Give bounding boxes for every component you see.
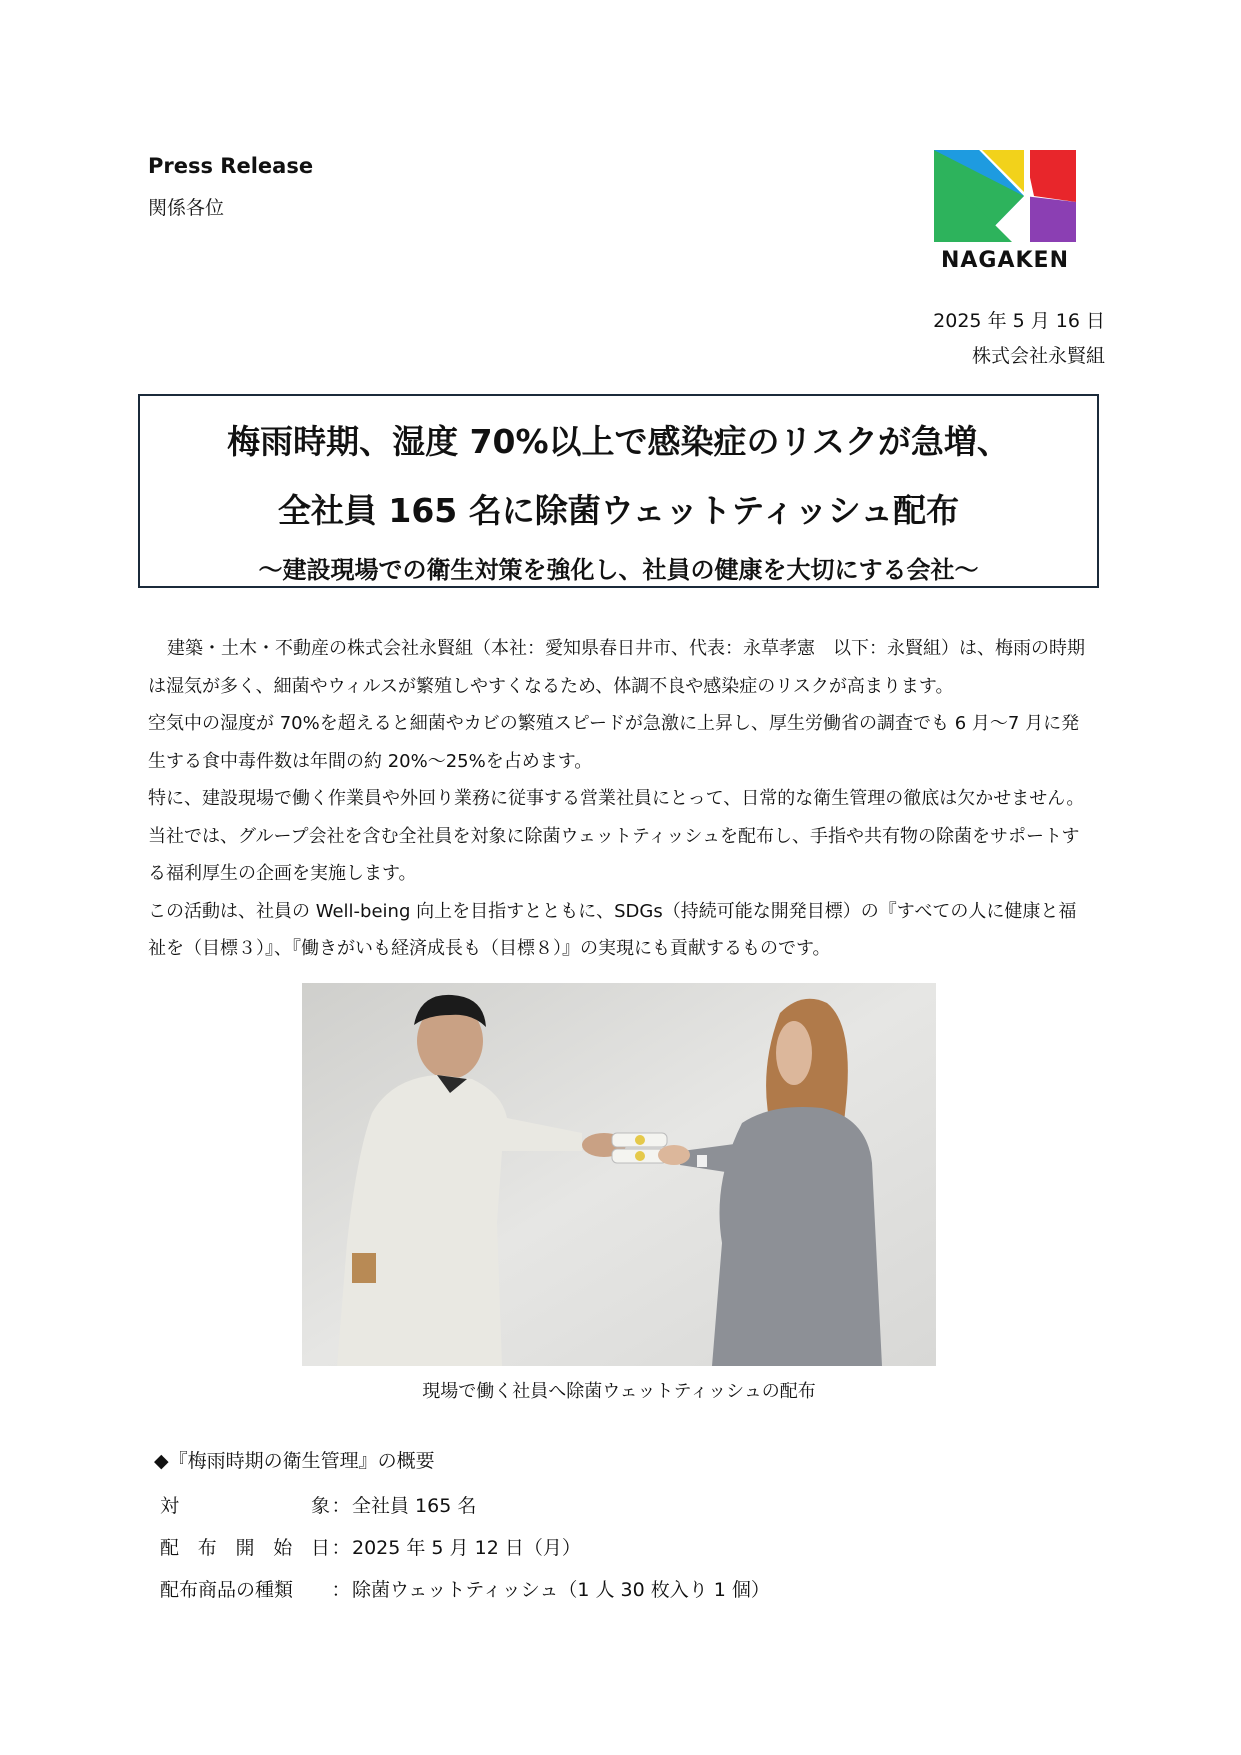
release-date: 2025 年 5 月 16 日 xyxy=(933,310,1105,332)
company-logo xyxy=(934,150,1076,277)
nagaken-logo-icon xyxy=(934,150,1076,242)
overview-title: ◆『梅雨時期の衛生管理』の概要 xyxy=(154,1450,435,1472)
press-release-label: Press Release xyxy=(148,154,314,178)
overview-value: 2025 年 5 月 12 日（月） xyxy=(352,1537,581,1559)
photo-illustration xyxy=(302,983,936,1366)
overview-value: 除菌ウェットティッシュ（1 人 30 枚入り 1 個） xyxy=(352,1579,770,1601)
body-paragraph-2: 空気中の湿度が 70%を超えると細菌やカビの繁殖スピードが急激に上昇し、厚生労働省の調査でも 6 月～7 月に発生する食中毒件数は年間の約 20%～25%を占めます。 xyxy=(148,713,1080,772)
recipients-label: 関係各位 xyxy=(148,197,225,219)
photo-caption: 現場で働く社員へ除菌ウェットティッシュの配布 xyxy=(422,1381,816,1402)
headline-line-1: 梅雨時期、湿度 70%以上で感染症のリスクが急増、 xyxy=(227,422,1010,461)
overview-row-target: 対 象 ： 全社員 165 名 xyxy=(160,1491,476,1518)
body-paragraph-4: この活動は、社員の Well-being 向上を目指すとともに、SDGs（持続可能な開発目標）の『すべての人に健康と福祉を（目標３）』、『働きがいも経済成長も（目標８）』の実現にも貢献するものです。 xyxy=(148,900,1077,959)
body-text xyxy=(148,630,1093,968)
overview-row-product: 配布商品の種類 ： 除菌ウェットティッシュ（1 人 30 枚入り 1 個） xyxy=(160,1575,770,1602)
headline-subtitle: ～建設現場での衛生対策を強化し、社員の健康を大切にする会社～ xyxy=(258,556,979,584)
title-box xyxy=(138,394,1099,588)
overview-row-start-date: 配 布 開 始 日 ： 2025 年 5 月 12 日（月） xyxy=(160,1533,581,1560)
logo-text: NAGAKEN xyxy=(940,248,1069,273)
headline-line-2: 全社員 165 名に除菌ウェットティッシュ配布 xyxy=(277,491,960,530)
body-paragraph-3: 特に、建設現場で働く作業員や外回り業務に従事する営業社員にとって、日常的な衛生管理の徹底は欠かせません。当社では、グループ会社を含む全社員を対象に除菌ウェットティッシュを配布し、手指や共有物の除菌をサポートする福利厚生の企画を実施します。 xyxy=(148,788,1085,884)
overview-value: 全社員 165 名 xyxy=(352,1495,477,1517)
distribution-photo xyxy=(302,983,936,1366)
overview-label: 配布商品の種類 xyxy=(160,1579,294,1601)
overview-label: 対 象 xyxy=(160,1495,330,1517)
body-paragraph-1: 建築・土木・不動産の株式会社永賢組（本社：愛知県春日井市、代表：永草孝憲 以下：永賢組）は、梅雨の時期は湿気が多く、細菌やウィルスが繁殖しやすくなるため、体調不良や感染症のリスクが高まります。 xyxy=(148,638,1085,697)
overview-label: 配 布 開 始 日 xyxy=(160,1537,330,1559)
company-name: 株式会社永賢組 xyxy=(971,345,1105,367)
